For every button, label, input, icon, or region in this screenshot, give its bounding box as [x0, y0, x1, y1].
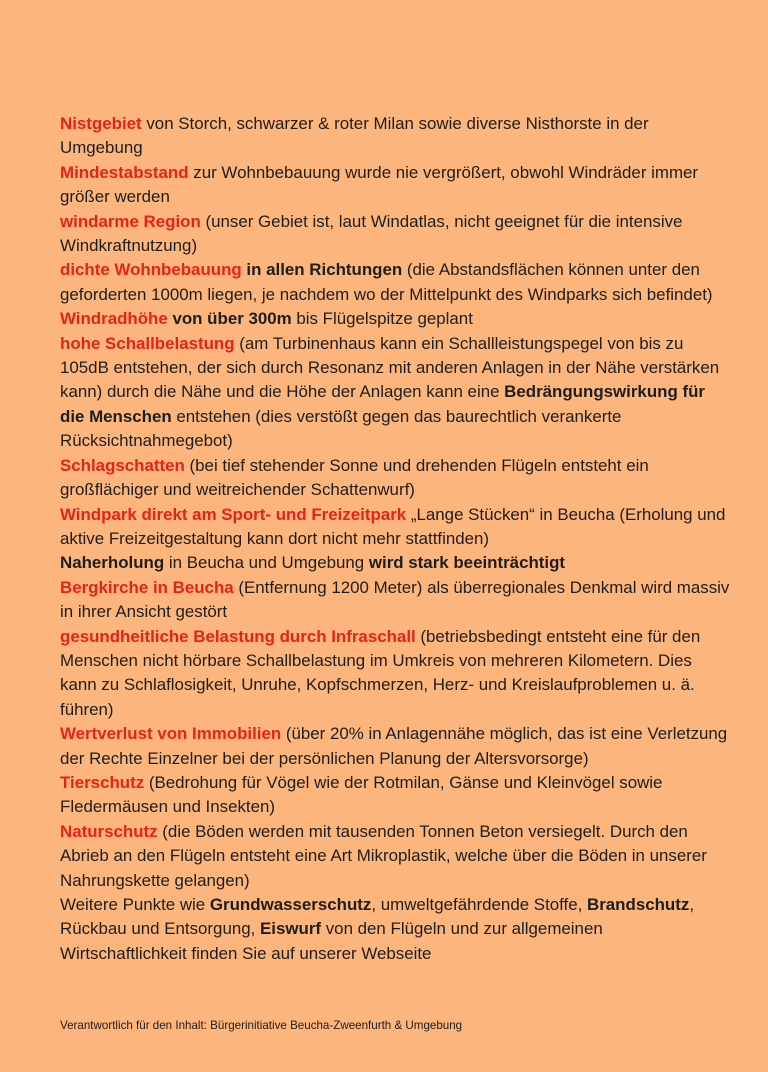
point-text: entstehen (dies verstößt gegen das baurechtlich verankerte Rücksichtnahmegebot): [60, 406, 622, 451]
point-infraschall: [60, 625, 730, 723]
closing-emphasis: Brandschutz: [587, 895, 690, 914]
point-text: „Lange Stücken“ in Beucha (Erholung und aktive Freizeitgestaltung kann dort nicht mehr stattfinden): [60, 504, 726, 548]
point-nistgebiet: [60, 112, 730, 161]
point-text: (Bedrohung für Vögel wie der Rotmilan, Gänse und Kleinvögel sowie Fledermäusen und Insekten): [60, 772, 663, 817]
point-emphasis: wird stark beeinträchtigt: [368, 553, 566, 573]
point-text: (betriebsbedingt entsteht eine für den Menschen nicht hörbare Schallbelastung im Umkreis von mehreren Kilometern. Dies kann zu Schlaflosigkeit, Unruhe, Kopfschmerzen, Herz- und Kreislaufproblemen u. ä. führen): [60, 626, 701, 719]
closing-text: , umweltgefährdende Stoffe,: [371, 895, 588, 914]
point-emphasis: von über 300m: [167, 309, 292, 329]
closing-emphasis: Grundwasserschutz: [209, 895, 372, 914]
point-keyword: Windradhöhe: [60, 309, 168, 329]
point-keyword: Naherholung: [60, 553, 165, 573]
point-windpark-sportpark: [60, 503, 730, 552]
point-keyword: Bergkirche in Beucha: [60, 577, 234, 597]
point-windarme-region: [60, 210, 730, 259]
point-bergkirche: [60, 576, 730, 625]
point-text: (bei tief stehender Sonne und drehenden Flügeln entsteht ein großflächiger und weitreichender Schattenwurf): [60, 455, 649, 500]
closing-text: , Rückbau und Entsorgung,: [60, 895, 695, 939]
point-keyword: Nistgebiet: [60, 114, 142, 133]
point-emphasis: Bedrängungswirkung für die Menschen: [60, 382, 705, 426]
point-text: in Beucha und Umgebung: [164, 553, 369, 573]
point-text: (unser Gebiet ist, laut Windatlas, nicht geeignet für die intensive Windkraftnutzung): [60, 211, 683, 256]
point-keyword: Windpark direkt am Sport- und Freizeitpark: [60, 504, 407, 524]
point-hohe-schallbelastung: [60, 332, 730, 454]
point-keyword: Wertverlust von Immobilien: [60, 724, 282, 744]
footer-imprint: Verantwortlich für den Inhalt: Bürgerinitiative Beucha-Zweenfurth & Umgebung: [60, 1019, 463, 1032]
closing-text: von den Flügeln und zur allgemeinen Wirtschaftlichkeit finden Sie auf unserer Webseite: [60, 919, 603, 963]
point-keyword: Tierschutz: [60, 772, 145, 792]
point-text: (über 20% in Anlagennähe möglich, das ist eine Verletzung der Rechte Einzelner bei der persönlichen Planung der Altersvorsorge): [60, 724, 728, 768]
point-keyword: Mindestabstand: [60, 162, 189, 182]
point-keyword: hohe Schallbelastung: [60, 333, 235, 353]
point-keyword: Schlagschatten: [60, 455, 185, 475]
point-text: (Entfernung 1200 Meter) als überregionales Denkmal wird massiv in ihrer Ansicht gestört: [60, 577, 730, 622]
point-text: (die Abstandsflächen können unter den geforderten 1000m liegen, je nachdem wo der Mittelpunkt des Windparks sich befindet): [60, 260, 713, 304]
point-keyword: Naturschutz: [60, 821, 158, 841]
point-emphasis: in allen Richtungen: [241, 260, 403, 280]
closing-paragraph: [60, 893, 730, 966]
point-keyword: gesundheitliche Belastung durch Infraschall: [60, 626, 416, 646]
point-mindestabstand: [60, 161, 730, 210]
point-text: (am Turbinenhaus kann ein Schallleistungspegel von bis zu 105dB entstehen, der sich durch Resonanz mit anderen Anlagen in der Nähe verstärken kann) durch die Nähe und die Höhe der Anlagen kann eine: [60, 333, 720, 402]
point-keyword: windarme Region: [60, 211, 201, 231]
point-text: (die Böden werden mit tausenden Tonnen Beton versiegelt. Durch den Abrieb an den Flügeln entsteht eine Art Mikroplastik, welche über die Böden in unserer Nahrungskette gelangen): [60, 821, 707, 890]
closing-emphasis: Eiswurf: [260, 919, 322, 939]
point-text: bis Flügelspitze geplant: [291, 309, 473, 329]
point-text: von Storch, schwarzer & roter Milan sowie diverse Nisthorste in der Umgebung: [60, 114, 649, 158]
point-keyword: dichte Wohnbebauung: [60, 260, 242, 280]
point-dichte-wohnbebauung: [60, 258, 730, 307]
point-wertverlust: [60, 722, 730, 771]
point-naherholung: [60, 551, 730, 575]
point-tierschutz: [60, 771, 730, 820]
point-text: zur Wohnbebauung wurde nie vergrößert, obwohl Windräder immer größer werden: [60, 162, 699, 207]
point-windradhoehe: [60, 307, 730, 331]
closing-text: Weitere Punkte wie: [60, 895, 210, 914]
point-naturschutz: [60, 820, 730, 893]
flyer-body: [60, 112, 730, 966]
point-schlagschatten: [60, 454, 730, 503]
